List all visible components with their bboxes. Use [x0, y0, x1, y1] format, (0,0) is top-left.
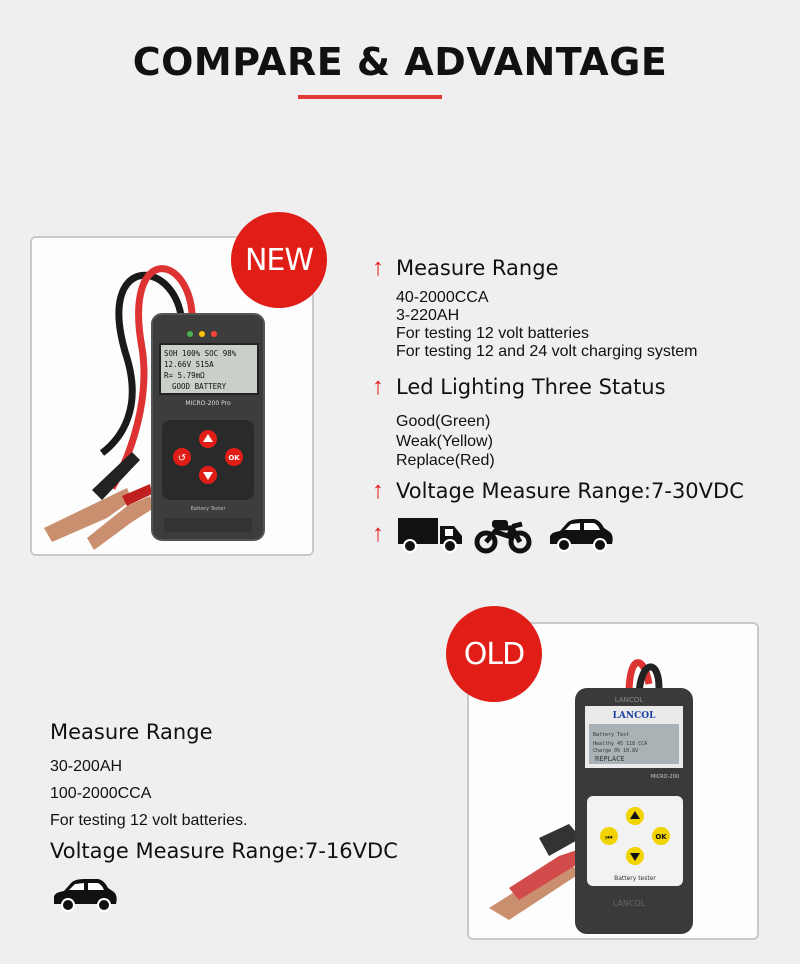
detail-line: 40-2000CCA — [396, 289, 489, 306]
detail-line: Weak(Yellow) — [396, 432, 493, 450]
feature-measure-range — [372, 256, 558, 280]
old-detail-line: For testing 12 volt batteries. — [50, 812, 248, 829]
new-badge: NEW — [231, 212, 327, 308]
old-badge: OLD — [446, 606, 542, 702]
screen-brand: LANCOL — [612, 711, 656, 721]
detail-line: For testing 12 volt batteries — [396, 325, 589, 342]
feature-led-status — [372, 375, 666, 399]
up-arrow-icon: ↑ — [372, 373, 384, 400]
screen-line-1: SOH 100% SOC 98% — [164, 349, 237, 358]
car-icon — [50, 874, 120, 914]
screen-line-2: 12.66V 515A — [164, 360, 214, 369]
brand-strip: Battery Tester — [190, 506, 226, 512]
brand-bottom: LANCOL — [612, 899, 646, 908]
old-vehicle-icons — [50, 874, 120, 919]
old-voltage-range: Voltage Measure Range:7-16VDC — [50, 839, 398, 863]
detail-line: For testing 12 and 24 volt charging system — [396, 343, 698, 360]
page-title: COMPARE & ADVANTAGE — [132, 40, 668, 84]
brand-top: LANCOL — [614, 696, 644, 704]
screen-status: REPLACE — [595, 755, 625, 763]
feature-title: Voltage Measure Range:7-30VDC — [396, 479, 744, 503]
detail-line: 3-220AH — [396, 307, 460, 324]
feature-title: Led Lighting Three Status — [396, 375, 666, 399]
svg-text:Healthy 45 118 CCA: Healthy 45 118 CCA — [593, 741, 648, 747]
svg-text:↺: ↺ — [177, 453, 187, 464]
title-underline — [298, 95, 442, 99]
feature-title: Measure Range — [396, 256, 559, 280]
old-detail-line: 30-200AH — [50, 758, 123, 775]
screen-line-3: R= 5.79mΩ — [164, 371, 205, 380]
ok-key: OK — [228, 454, 240, 462]
up-arrow-icon: ↑ — [372, 477, 384, 504]
measure-range-details — [396, 289, 698, 361]
up-arrow-icon: ↑ — [372, 254, 384, 281]
up-arrow-icon: ↑ — [372, 520, 384, 547]
vehicle-icons — [372, 514, 616, 554]
car-icon — [546, 514, 616, 554]
led-status-details — [396, 412, 495, 471]
feature-voltage — [372, 479, 744, 503]
motorcycle-icon — [474, 514, 532, 554]
old-ok-key: OK — [655, 833, 667, 841]
old-feature-title: Measure Range — [50, 720, 213, 744]
old-label: Battery tester — [614, 875, 656, 882]
old-detail-line: 100-2000CCA — [50, 785, 152, 802]
svg-text:Charge 0% 10.8V: Charge 0% 10.8V — [593, 748, 639, 754]
svg-text:⏮: ⏮ — [605, 833, 613, 842]
screen-line-4: GOOD BATTERY — [172, 382, 227, 391]
truck-icon — [396, 514, 464, 554]
detail-line: Good(Green) — [396, 413, 491, 430]
svg-text:Battery Test: Battery Test — [593, 732, 630, 738]
detail-line: Replace(Red) — [396, 452, 495, 469]
old-model-label: MICRO-200 — [650, 774, 680, 780]
model-label: MICRO-200 Pro — [185, 400, 231, 407]
